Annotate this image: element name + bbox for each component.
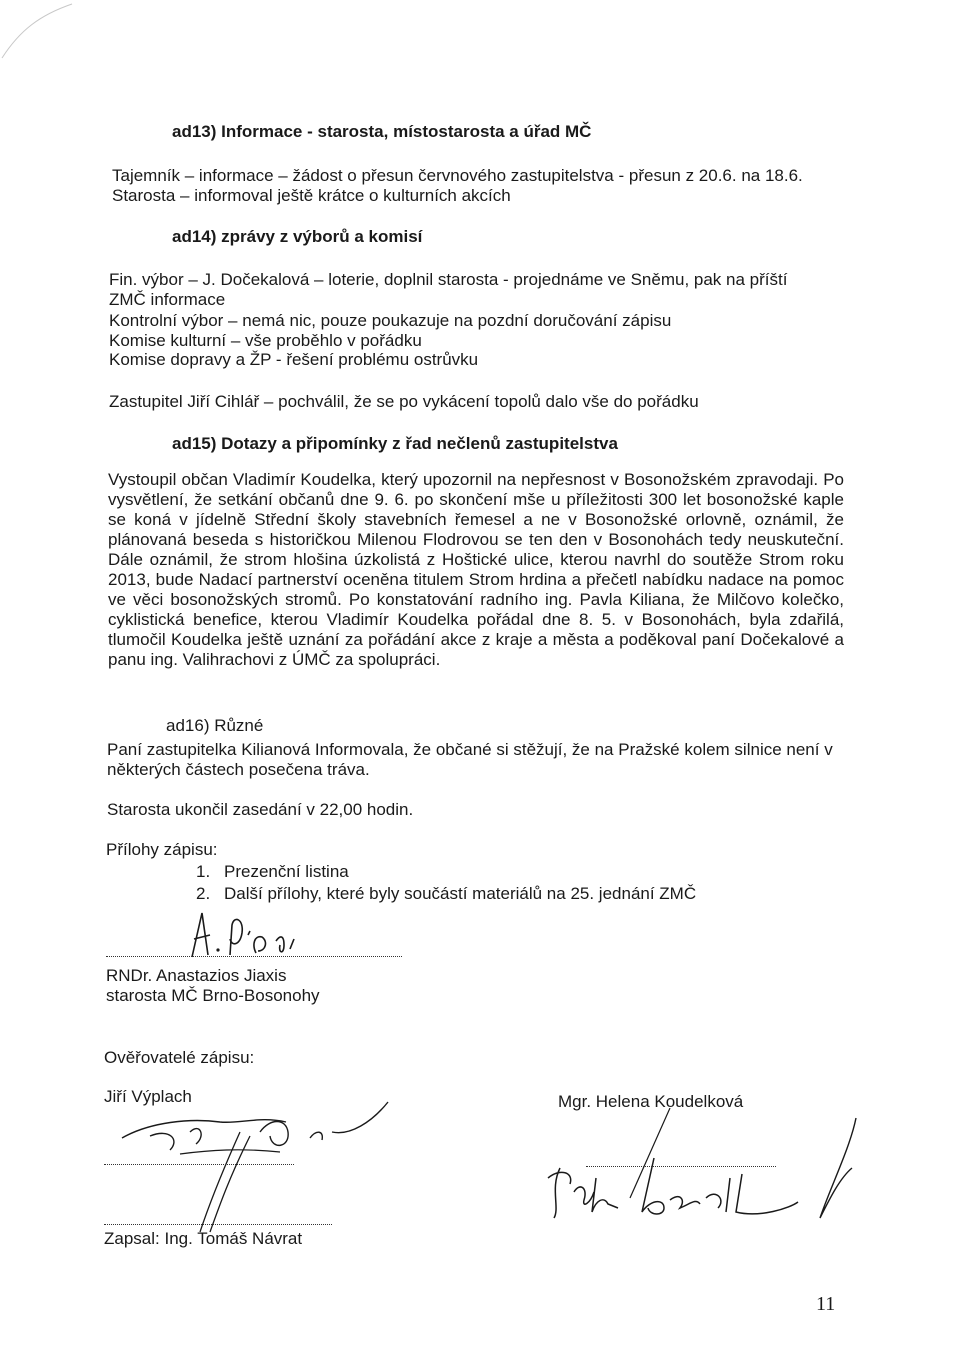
mayor-name: RNDr. Anastazios Jiaxis xyxy=(106,966,287,985)
recorder-signature-line xyxy=(104,1224,332,1225)
closing-statement: Starosta ukončil zasedání v 22,00 hodin. xyxy=(107,800,414,819)
verifier-right-signature xyxy=(530,1108,870,1228)
mayor-signature xyxy=(180,905,320,960)
attachments-title: Přílohy zápisu: xyxy=(106,840,218,859)
verifier-right-signature-line xyxy=(586,1166,776,1167)
mayor-signature-line xyxy=(106,956,402,957)
verifier-right-name: Mgr. Helena Koudelková xyxy=(558,1092,744,1111)
attachment-item-2 xyxy=(196,884,696,904)
attachment-number: 1. xyxy=(196,862,211,881)
heading-ad14: ad14) zprávy z výborů a komisí xyxy=(172,227,423,246)
recorder-name: Zapsal: Ing. Tomáš Návrat xyxy=(104,1229,303,1248)
ad16-paragraph: Paní zastupitelka Kilianová Informovala, že občané si stěžují, že na Pražské kolem silnice není v některých částech posečena tráva. xyxy=(107,740,833,779)
ad15-paragraph: Vystoupil občan Vladimír Koudelka, který upozornil na nepřesnost v Bosonožském zpravodaji. Po vysvětlení, že setkání občanů dne 9. 6. po skončení mše u příležitosti 300 let bosonožské kaple se koná v jídelně Střední školy stavebních řemesel a ne v Bosonožské orlovně, oznámil, že plánovaná beseda s historičkou Milenou Flodrovou se ten den v Bosonohách tedy neuskuteční. Dále oznámil, že strom hlošina úzkolistá z Hoštické ulice, kterou navrhl do soutěže Strom roku 2013, bude Nadací partnerství oceněna titulem Strom hrdina a přečetl nabídku nadace na pomoc ve věci bosonožských stromů. Po konstatování radního ing. Pavla Kiliana, že Milčovo kolečko, cyklistická benefice, kterou Vladimír Koudelka pořádal dne 8. 5. v Bosonohách, byla zdařilá, tlumočil Koudelka ještě uznání za pořádání akce z kraje a města a poděkoval paní Dočekalové a panu ing. Valihrachovi z ÚMČ za spolupráci. xyxy=(108,470,844,669)
verifier-left-name: Jiří Výplach xyxy=(104,1087,192,1106)
page-number: 11 xyxy=(816,1293,836,1315)
ad14-line-5: Komise dopravy a ŽP - řešení problému ostrůvku xyxy=(109,350,479,369)
attachment-number: 2. xyxy=(196,884,211,903)
ad13-line-1: Tajemník – informace – žádost o přesun červnového zastupitelstva - přesun z 20.6. na 18.6. xyxy=(112,166,803,185)
scan-corner-mark xyxy=(0,0,80,60)
verifiers-title: Ověřovatelé zápisu: xyxy=(104,1048,255,1067)
ad13-line-2: Starosta – informoval ještě krátce o kulturních akcích xyxy=(112,186,511,205)
heading-ad16: ad16) Různé xyxy=(166,716,264,735)
attachment-text: Prezenční listina xyxy=(224,862,349,881)
mayor-role: starosta MČ Brno-Bosonohy xyxy=(106,986,320,1005)
ad14-line-4: Komise kulturní – vše proběhlo v pořádku xyxy=(109,331,422,350)
verifier-left-signature-line xyxy=(104,1164,294,1165)
verifier-left-signature xyxy=(110,1092,410,1242)
ad14-line-3: Kontrolní výbor – nemá nic, pouze poukazuje na pozdní doručování zápisu xyxy=(109,311,672,330)
ad14-line-1: Fin. výbor – J. Dočekalová – loterie, doplnil starosta - projednáme ve Sněmu, pak na příští xyxy=(109,270,788,289)
attachment-text: Další přílohy, které byly součástí materiálů na 25. jednání ZMČ xyxy=(224,884,697,903)
ad14-zastupitel: Zastupitel Jiří Cihlář – pochválil, že se po vykácení topolů dalo vše do pořádku xyxy=(109,392,699,411)
heading-ad13: ad13) Informace - starosta, místostarosta a úřad MČ xyxy=(172,122,592,141)
ad14-line-2: ZMČ informace xyxy=(109,290,226,309)
attachment-item-1 xyxy=(196,862,349,882)
heading-ad15: ad15) Dotazy a připomínky z řad nečlenů zastupitelstva xyxy=(172,434,618,453)
